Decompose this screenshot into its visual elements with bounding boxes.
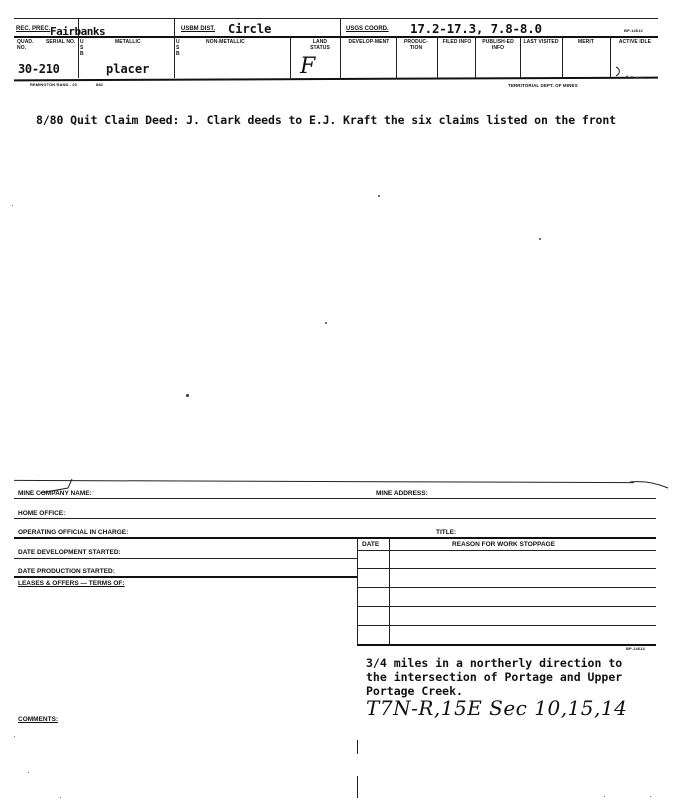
speck <box>650 796 651 797</box>
speck <box>28 772 29 773</box>
rule <box>357 550 656 551</box>
mine-company-name-label: MINE COMPANY NAME: <box>18 490 92 497</box>
metallic-value: placer <box>106 62 150 76</box>
stoppage-left-border <box>357 538 358 646</box>
col-serial-no: SERIAL NO. <box>46 39 76 45</box>
speck <box>186 394 189 397</box>
lower-top-rule <box>14 480 634 483</box>
col-last-visited: LAST VISITED <box>523 39 559 45</box>
deed-note: 8/80 Quit Claim Deed: J. Clark deeds to E.J. Kraft the six claims listed on the front <box>36 113 617 127</box>
col-merit: MERIT <box>577 39 595 45</box>
divider <box>396 36 397 78</box>
speck <box>14 736 15 737</box>
land-status-value: F <box>300 54 316 79</box>
reason-col-header: REASON FOR WORK STOPPAGE <box>452 541 556 548</box>
rule <box>14 558 357 559</box>
speck <box>12 205 13 206</box>
form-number: BP-14612 <box>624 28 643 33</box>
location-line: Portage Creek. <box>366 684 463 698</box>
col-land-status: LAND STATUS <box>310 39 330 51</box>
divider <box>290 36 291 78</box>
dept-label: TERRITORIAL DEPT. OF MINES <box>508 83 578 88</box>
letter-b: B <box>176 51 180 57</box>
col-letters-2 <box>176 39 186 57</box>
col-letters <box>80 39 90 57</box>
pencil-mark <box>357 740 358 754</box>
date-production-started-label: DATE PRODUCTION STARTED: <box>18 568 115 575</box>
col-non-metallic: NON-METALLIC <box>206 39 245 45</box>
speck <box>604 796 605 797</box>
col-active-idle: ACTIVE IDLE <box>618 39 652 45</box>
quad-serial-value: 30-210 <box>18 62 60 76</box>
header-top-rule <box>14 18 658 19</box>
usbm-dist-value: Circle <box>228 22 272 36</box>
rec-prec-value: Fairbanks <box>50 25 106 38</box>
letter-u: U <box>176 39 180 45</box>
title-label: TITLE: <box>436 529 457 536</box>
usgs-coord-label: USGS COORD. <box>346 26 389 32</box>
col-published-info: PUBLISH-ED INFO <box>482 39 514 51</box>
col-filed-info: FILED INFO <box>442 39 472 45</box>
printer-label: REMINGTON RAND - 20 <box>30 82 77 87</box>
divider <box>340 18 341 78</box>
rule <box>357 587 656 588</box>
lower-form-number: BP-14614 <box>626 646 645 651</box>
pencil-stroke-icon <box>630 478 670 492</box>
comments-label: COMMENTS: <box>18 716 59 723</box>
divider <box>475 36 476 78</box>
divider <box>520 36 521 78</box>
printer-code: 882 <box>96 82 103 87</box>
rule <box>357 625 656 626</box>
handwritten-location: T7N-R,15E Sec 10,15,14 <box>366 696 628 720</box>
divider <box>562 36 563 78</box>
rule <box>14 498 656 499</box>
location-text <box>366 656 622 698</box>
rule <box>357 568 656 569</box>
usbm-dist-label: USBM DIST. <box>181 26 216 32</box>
home-office-label: HOME OFFICE: <box>18 510 66 517</box>
speck <box>378 195 380 197</box>
letter-u: U <box>80 39 84 45</box>
rule <box>14 537 656 539</box>
speck <box>325 322 327 324</box>
col-production: PRODUC-TION <box>403 39 429 51</box>
divider <box>437 36 438 78</box>
col-metallic: METALLIC <box>115 39 141 45</box>
col-quad-no: QUAD. NO. <box>17 39 34 51</box>
speck <box>60 797 61 798</box>
rec-prec-label: REC. PREC. <box>16 26 51 32</box>
rule <box>14 518 656 519</box>
col-development: DEVELOP-MENT <box>348 39 390 45</box>
leases-offers-label: LEASES & OFFERS — TERMS OF: <box>18 580 125 587</box>
pencil-mark <box>357 776 358 798</box>
pencil-mark-icon <box>610 64 650 80</box>
letter-s: S <box>80 45 84 51</box>
location-line: 3/4 miles in a northerly direction to <box>366 656 623 670</box>
operating-official-label: OPERATING OFFICIAL IN CHARGE: <box>18 529 129 536</box>
mine-address-label: MINE ADDRESS: <box>376 490 428 497</box>
location-line: the intersection of Portage and Upper <box>366 670 623 684</box>
usgs-coord-value: 17.2-17.3, 7.8-8.0 <box>410 21 542 36</box>
speck <box>539 238 541 240</box>
date-col-header: DATE <box>362 541 380 548</box>
rule <box>357 606 656 607</box>
stoppage-date-divider <box>389 538 390 646</box>
divider <box>174 18 175 78</box>
rule <box>14 576 357 578</box>
date-development-started-label: DATE DEVELOPMENT STARTED: <box>18 549 121 556</box>
letter-b: B <box>80 51 84 57</box>
rule <box>357 644 656 646</box>
letter-s: S <box>176 45 180 51</box>
